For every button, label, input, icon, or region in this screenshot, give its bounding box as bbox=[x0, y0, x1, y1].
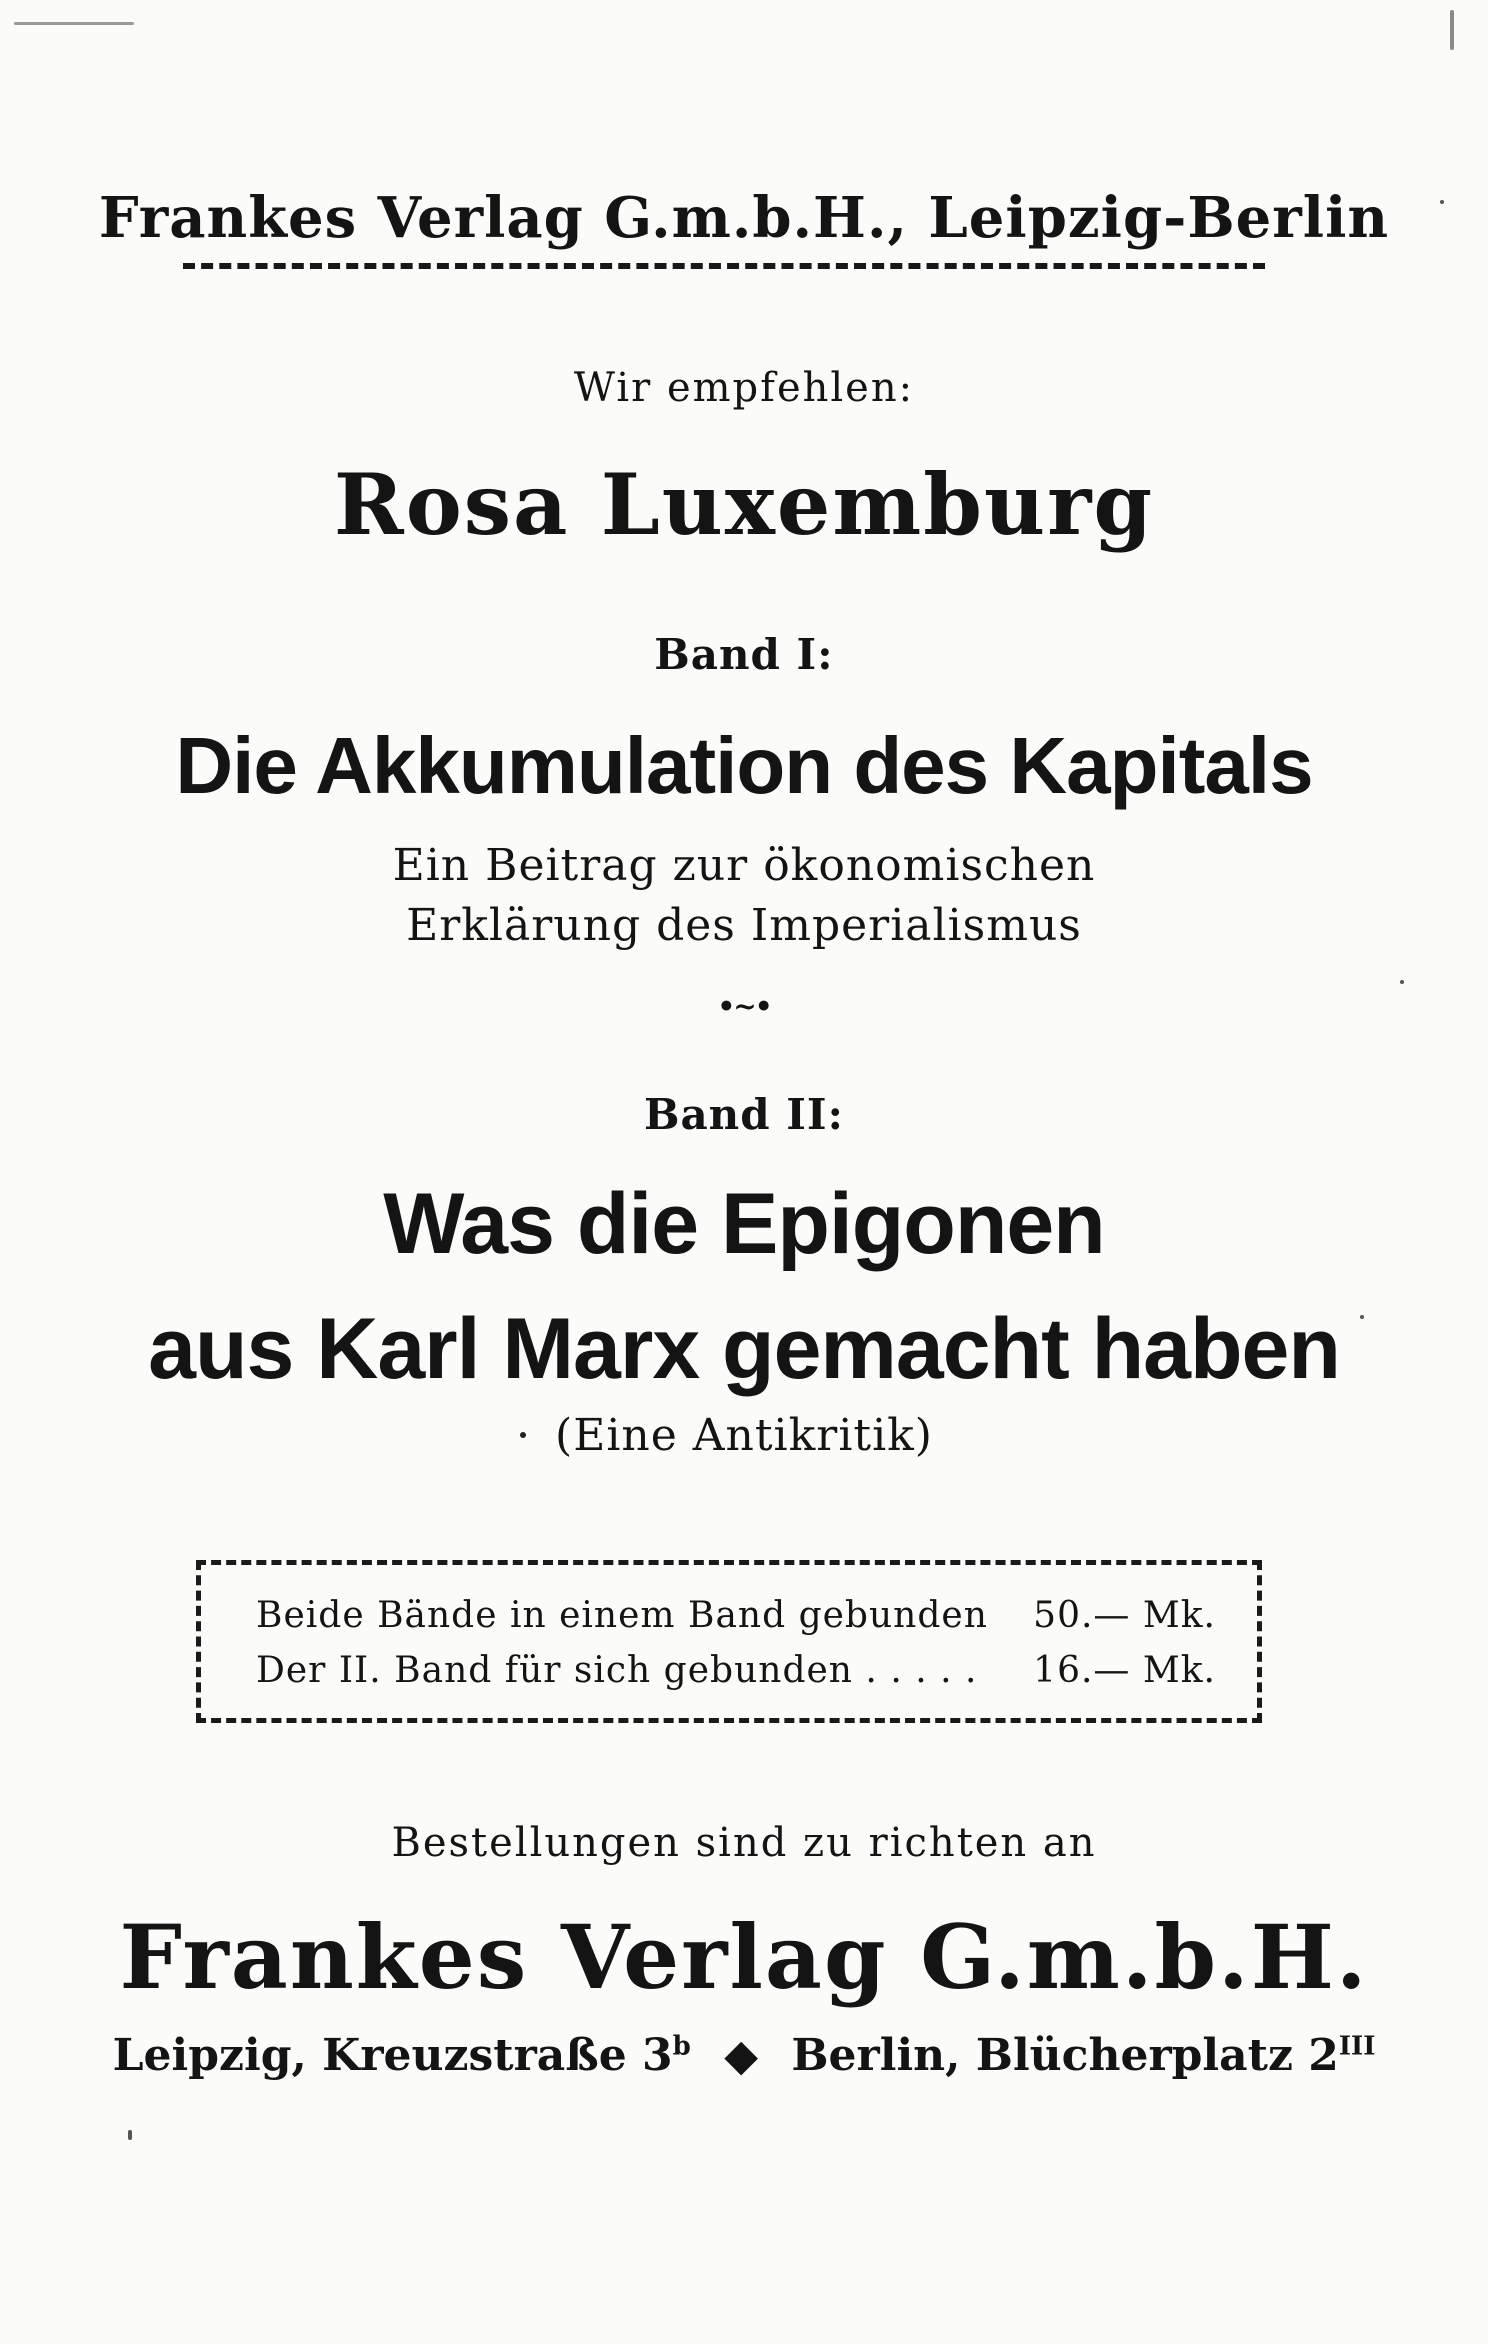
price-label: Beide Bände in einem Band gebunden bbox=[256, 1595, 988, 1636]
volume-2-subtitle: (Eine Antikritik) bbox=[555, 1410, 933, 1461]
divider-ornament: •~• bbox=[717, 990, 771, 1023]
scan-speck bbox=[1400, 980, 1404, 984]
address-separator: ◆ bbox=[724, 2030, 759, 2081]
volume-1-subtitle-line-1: Ein Beitrag zur ökonomischen bbox=[392, 840, 1096, 891]
volume-1-subtitle-line-2: Erklärung des Imperialismus bbox=[406, 900, 1082, 951]
scan-speck bbox=[128, 2130, 132, 2140]
address-berlin-superscript: III bbox=[1338, 2031, 1376, 2062]
header-underline-rule bbox=[183, 263, 1265, 269]
volume-1-title: Die Akkumulation des Kapitals bbox=[175, 721, 1313, 810]
address-leipzig: Leipzig, Kreuzstraße 3 bbox=[112, 2030, 673, 2081]
address-berlin: Berlin, Blücherplatz 2 bbox=[791, 2030, 1339, 2081]
publisher-header: Frankes Verlag G.m.b.H., Leipzig-Berlin bbox=[98, 185, 1390, 251]
stray-ink-dot bbox=[520, 1432, 526, 1438]
price-amount: 16.— Mk. bbox=[1033, 1650, 1216, 1691]
publisher-address bbox=[0, 2030, 1488, 2081]
price-amount: 50.— Mk. bbox=[1033, 1595, 1216, 1636]
volume-2-title-line-2: aus Karl Marx gemacht haben bbox=[148, 1301, 1340, 1397]
recommendation-line: Wir empfehlen: bbox=[573, 365, 915, 411]
price-label: Der II. Band für sich gebunden . . . . . bbox=[256, 1650, 978, 1691]
order-note: Bestellungen sind zu richten an bbox=[391, 1820, 1097, 1866]
scan-speck bbox=[1440, 200, 1444, 204]
price-box bbox=[196, 1560, 1262, 1723]
publisher-footer: Frankes Verlag G.m.b.H. bbox=[119, 1905, 1369, 2009]
scan-speck bbox=[1360, 1315, 1364, 1319]
volume-2-title-line-1: Was die Epigonen bbox=[383, 1176, 1105, 1272]
address-leipzig-superscript: b bbox=[672, 2031, 691, 2062]
volume-2-label: Band II: bbox=[643, 1090, 845, 1139]
scan-speck bbox=[1450, 10, 1454, 50]
author-name: Rosa Luxemburg bbox=[333, 455, 1155, 554]
scan-speck bbox=[14, 22, 134, 25]
volume-1-label: Band I: bbox=[654, 630, 834, 679]
